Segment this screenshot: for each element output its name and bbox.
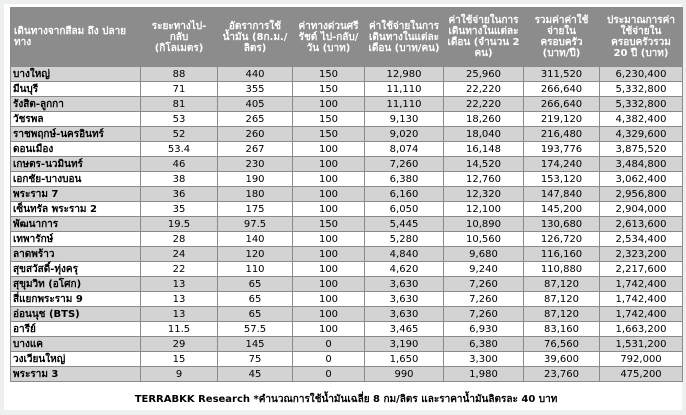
column-header-4: ค่าใช้จ่ายในการเดินทางในแต่ละเดือน (บาท/คน) bbox=[365, 8, 444, 67]
value-cell: 110 bbox=[218, 262, 293, 277]
value-cell: 87,120 bbox=[524, 292, 600, 307]
column-header-2: อัตราการใช้น้ำมัน (8ก.ม./ลิตร) bbox=[218, 8, 293, 67]
value-cell: 1,531,200 bbox=[600, 337, 683, 352]
destination-cell: พระราม 3 bbox=[11, 367, 141, 382]
value-cell: 3,630 bbox=[365, 292, 444, 307]
value-cell: 2,613,600 bbox=[600, 217, 683, 232]
column-header-6: รวมค่าค่าใช้จ่ายในครอบครัว (บาท/ปี) bbox=[524, 8, 600, 67]
value-cell: 15 bbox=[141, 352, 218, 367]
value-cell: 97.5 bbox=[218, 217, 293, 232]
value-cell: 140 bbox=[218, 232, 293, 247]
table-header-row bbox=[11, 8, 683, 67]
value-cell: 76,560 bbox=[524, 337, 600, 352]
table-row bbox=[11, 217, 683, 232]
value-cell: 22,220 bbox=[444, 82, 524, 97]
column-header-0: เดินทางจากสีลม ถึง ปลายทาง bbox=[11, 8, 141, 67]
destination-cell: พัฒนาการ bbox=[11, 217, 141, 232]
destination-cell: รังสิต-ลูกกา bbox=[11, 97, 141, 112]
value-cell: 6,230,400 bbox=[600, 67, 683, 82]
value-cell: 75 bbox=[218, 352, 293, 367]
travel-cost-table bbox=[10, 7, 683, 382]
destination-cell: เซ็นทรัล พระราม 2 bbox=[11, 202, 141, 217]
value-cell: 18,260 bbox=[444, 112, 524, 127]
value-cell: 16,148 bbox=[444, 142, 524, 157]
value-cell: 46 bbox=[141, 157, 218, 172]
table-body bbox=[11, 67, 683, 382]
value-cell: 150 bbox=[293, 217, 365, 232]
value-cell: 23,760 bbox=[524, 367, 600, 382]
value-cell: 150 bbox=[293, 67, 365, 82]
destination-cell: สุขุมวิท (อโศก) bbox=[11, 277, 141, 292]
value-cell: 100 bbox=[293, 232, 365, 247]
value-cell: 150 bbox=[293, 112, 365, 127]
destination-cell: เอกชัย-บางบอน bbox=[11, 172, 141, 187]
table-row bbox=[11, 202, 683, 217]
value-cell: 8,074 bbox=[365, 142, 444, 157]
value-cell: 100 bbox=[293, 187, 365, 202]
destination-cell: เทพารักษ์ bbox=[11, 232, 141, 247]
destination-cell: บางแค bbox=[11, 337, 141, 352]
value-cell: 28 bbox=[141, 232, 218, 247]
destination-cell: ลาดพร้าว bbox=[11, 247, 141, 262]
value-cell: 87,120 bbox=[524, 277, 600, 292]
column-header-3: ค่าทางด่วนศรีรัชต์ ไป-กลับ/วัน (บาท) bbox=[293, 8, 365, 67]
value-cell: 3,484,800 bbox=[600, 157, 683, 172]
value-cell: 13 bbox=[141, 277, 218, 292]
value-cell: 100 bbox=[293, 142, 365, 157]
value-cell: 5,332,800 bbox=[600, 97, 683, 112]
value-cell: 7,260 bbox=[444, 292, 524, 307]
value-cell: 2,534,400 bbox=[600, 232, 683, 247]
value-cell: 4,382,400 bbox=[600, 112, 683, 127]
table-row bbox=[11, 187, 683, 202]
table-row bbox=[11, 112, 683, 127]
value-cell: 265 bbox=[218, 112, 293, 127]
table-row bbox=[11, 97, 683, 112]
value-cell: 5,332,800 bbox=[600, 82, 683, 97]
destination-cell: อ่อนนุช (BTS) bbox=[11, 307, 141, 322]
value-cell: 12,980 bbox=[365, 67, 444, 82]
value-cell: 216,480 bbox=[524, 127, 600, 142]
value-cell: 36 bbox=[141, 187, 218, 202]
value-cell: 5,445 bbox=[365, 217, 444, 232]
value-cell: 6,160 bbox=[365, 187, 444, 202]
value-cell: 990 bbox=[365, 367, 444, 382]
value-cell: 35 bbox=[141, 202, 218, 217]
value-cell: 65 bbox=[218, 277, 293, 292]
value-cell: 11.5 bbox=[141, 322, 218, 337]
value-cell: 4,329,600 bbox=[600, 127, 683, 142]
value-cell: 9 bbox=[141, 367, 218, 382]
column-header-7: ประมาณการค่าใช้จ่ายในครอบครัวรวม 20 ปี (บาท) bbox=[600, 8, 683, 67]
value-cell: 22 bbox=[141, 262, 218, 277]
value-cell: 3,630 bbox=[365, 277, 444, 292]
value-cell: 9,020 bbox=[365, 127, 444, 142]
value-cell: 13 bbox=[141, 307, 218, 322]
value-cell: 4,620 bbox=[365, 262, 444, 277]
value-cell: 100 bbox=[293, 307, 365, 322]
value-cell: 3,190 bbox=[365, 337, 444, 352]
value-cell: 10,560 bbox=[444, 232, 524, 247]
value-cell: 230 bbox=[218, 157, 293, 172]
value-cell: 71 bbox=[141, 82, 218, 97]
value-cell: 1,980 bbox=[444, 367, 524, 382]
table-row bbox=[11, 67, 683, 82]
destination-cell: มีนบุรี bbox=[11, 82, 141, 97]
value-cell: 38 bbox=[141, 172, 218, 187]
table-row bbox=[11, 262, 683, 277]
value-cell: 100 bbox=[293, 202, 365, 217]
destination-cell: ราชพฤกษ์-นครอินทร์ bbox=[11, 127, 141, 142]
value-cell: 88 bbox=[141, 67, 218, 82]
value-cell: 145,200 bbox=[524, 202, 600, 217]
value-cell: 12,760 bbox=[444, 172, 524, 187]
value-cell: 6,380 bbox=[444, 337, 524, 352]
value-cell: 130,680 bbox=[524, 217, 600, 232]
value-cell: 3,875,520 bbox=[600, 142, 683, 157]
value-cell: 260 bbox=[218, 127, 293, 142]
value-cell: 4,840 bbox=[365, 247, 444, 262]
table-row bbox=[11, 157, 683, 172]
column-header-1: ระยะทางไป-กลับ (กิโลเมตร) bbox=[141, 8, 218, 67]
value-cell: 100 bbox=[293, 262, 365, 277]
table-row bbox=[11, 367, 683, 382]
table-row bbox=[11, 142, 683, 157]
table-row bbox=[11, 277, 683, 292]
value-cell: 100 bbox=[293, 292, 365, 307]
destination-cell: สุขสวัสดิ์-ทุ่งครุ bbox=[11, 262, 141, 277]
value-cell: 3,062,400 bbox=[600, 172, 683, 187]
value-cell: 120 bbox=[218, 247, 293, 262]
value-cell: 174,240 bbox=[524, 157, 600, 172]
value-cell: 150 bbox=[293, 82, 365, 97]
table-row bbox=[11, 307, 683, 322]
value-cell: 175 bbox=[218, 202, 293, 217]
value-cell: 9,240 bbox=[444, 262, 524, 277]
value-cell: 81 bbox=[141, 97, 218, 112]
value-cell: 190 bbox=[218, 172, 293, 187]
value-cell: 150 bbox=[293, 127, 365, 142]
table-row bbox=[11, 247, 683, 262]
value-cell: 65 bbox=[218, 292, 293, 307]
value-cell: 2,217,600 bbox=[600, 262, 683, 277]
value-cell: 5,280 bbox=[365, 232, 444, 247]
value-cell: 100 bbox=[293, 157, 365, 172]
value-cell: 219,120 bbox=[524, 112, 600, 127]
value-cell: 405 bbox=[218, 97, 293, 112]
table-row bbox=[11, 352, 683, 367]
content-frame bbox=[4, 4, 682, 410]
value-cell: 116,160 bbox=[524, 247, 600, 262]
value-cell: 100 bbox=[293, 172, 365, 187]
value-cell: 12,320 bbox=[444, 187, 524, 202]
destination-cell: บางใหญ่ bbox=[11, 67, 141, 82]
value-cell: 311,520 bbox=[524, 67, 600, 82]
value-cell: 3,465 bbox=[365, 322, 444, 337]
value-cell: 12,100 bbox=[444, 202, 524, 217]
value-cell: 355 bbox=[218, 82, 293, 97]
value-cell: 266,640 bbox=[524, 97, 600, 112]
value-cell: 110,880 bbox=[524, 262, 600, 277]
value-cell: 65 bbox=[218, 307, 293, 322]
value-cell: 0 bbox=[293, 337, 365, 352]
value-cell: 180 bbox=[218, 187, 293, 202]
destination-cell: สี่แยกพระราม 9 bbox=[11, 292, 141, 307]
value-cell: 10,890 bbox=[444, 217, 524, 232]
destination-cell: อารีย์ bbox=[11, 322, 141, 337]
column-header-5: ค่าใช้จ่ายในการเดินทางในแต่ละเดือน (จำนวน 2 คน) bbox=[444, 8, 524, 67]
value-cell: 100 bbox=[293, 277, 365, 292]
table-row bbox=[11, 322, 683, 337]
value-cell: 83,160 bbox=[524, 322, 600, 337]
value-cell: 6,050 bbox=[365, 202, 444, 217]
value-cell: 53 bbox=[141, 112, 218, 127]
value-cell: 2,323,200 bbox=[600, 247, 683, 262]
value-cell: 153,120 bbox=[524, 172, 600, 187]
table-row bbox=[11, 172, 683, 187]
value-cell: 9,680 bbox=[444, 247, 524, 262]
destination-cell: วัชรพล bbox=[11, 112, 141, 127]
destination-cell: ดอนเมือง bbox=[11, 142, 141, 157]
value-cell: 57.5 bbox=[218, 322, 293, 337]
destination-cell: วงเวียนใหญ่ bbox=[11, 352, 141, 367]
value-cell: 1,742,400 bbox=[600, 277, 683, 292]
value-cell: 11,110 bbox=[365, 97, 444, 112]
table-row bbox=[11, 292, 683, 307]
value-cell: 52 bbox=[141, 127, 218, 142]
value-cell: 45 bbox=[218, 367, 293, 382]
value-cell: 475,200 bbox=[600, 367, 683, 382]
value-cell: 3,630 bbox=[365, 307, 444, 322]
value-cell: 100 bbox=[293, 97, 365, 112]
value-cell: 1,650 bbox=[365, 352, 444, 367]
value-cell: 126,720 bbox=[524, 232, 600, 247]
table-row bbox=[11, 232, 683, 247]
value-cell: 19.5 bbox=[141, 217, 218, 232]
destination-cell: พระราม 7 bbox=[11, 187, 141, 202]
value-cell: 39,600 bbox=[524, 352, 600, 367]
table-row bbox=[11, 337, 683, 352]
table-row bbox=[11, 127, 683, 142]
value-cell: 0 bbox=[293, 367, 365, 382]
value-cell: 2,904,000 bbox=[600, 202, 683, 217]
value-cell: 53.4 bbox=[141, 142, 218, 157]
value-cell: 2,956,800 bbox=[600, 187, 683, 202]
value-cell: 9,130 bbox=[365, 112, 444, 127]
value-cell: 7,260 bbox=[444, 277, 524, 292]
value-cell: 87,120 bbox=[524, 307, 600, 322]
footer-note: TERRABKK Research *คำนวณการใช้น้ำมันเฉลี่ย 8 กม/ลิตร และราคาน้ำมันลิตรละ 40 บาท bbox=[134, 394, 558, 405]
value-cell: 11,110 bbox=[365, 82, 444, 97]
value-cell: 22,220 bbox=[444, 97, 524, 112]
value-cell: 25,960 bbox=[444, 67, 524, 82]
value-cell: 193,776 bbox=[524, 142, 600, 157]
value-cell: 1,742,400 bbox=[600, 292, 683, 307]
value-cell: 792,000 bbox=[600, 352, 683, 367]
table-row bbox=[11, 82, 683, 97]
value-cell: 13 bbox=[141, 292, 218, 307]
value-cell: 18,040 bbox=[444, 127, 524, 142]
value-cell: 100 bbox=[293, 247, 365, 262]
value-cell: 267 bbox=[218, 142, 293, 157]
value-cell: 1,742,400 bbox=[600, 307, 683, 322]
value-cell: 0 bbox=[293, 352, 365, 367]
value-cell: 1,663,200 bbox=[600, 322, 683, 337]
value-cell: 7,260 bbox=[444, 307, 524, 322]
value-cell: 100 bbox=[293, 322, 365, 337]
value-cell: 6,930 bbox=[444, 322, 524, 337]
destination-cell: เกษตร-นวมินทร์ bbox=[11, 157, 141, 172]
value-cell: 440 bbox=[218, 67, 293, 82]
value-cell: 145 bbox=[218, 337, 293, 352]
value-cell: 7,260 bbox=[365, 157, 444, 172]
value-cell: 147,840 bbox=[524, 187, 600, 202]
value-cell: 266,640 bbox=[524, 82, 600, 97]
value-cell: 29 bbox=[141, 337, 218, 352]
value-cell: 3,300 bbox=[444, 352, 524, 367]
value-cell: 6,380 bbox=[365, 172, 444, 187]
value-cell: 14,520 bbox=[444, 157, 524, 172]
value-cell: 24 bbox=[141, 247, 218, 262]
